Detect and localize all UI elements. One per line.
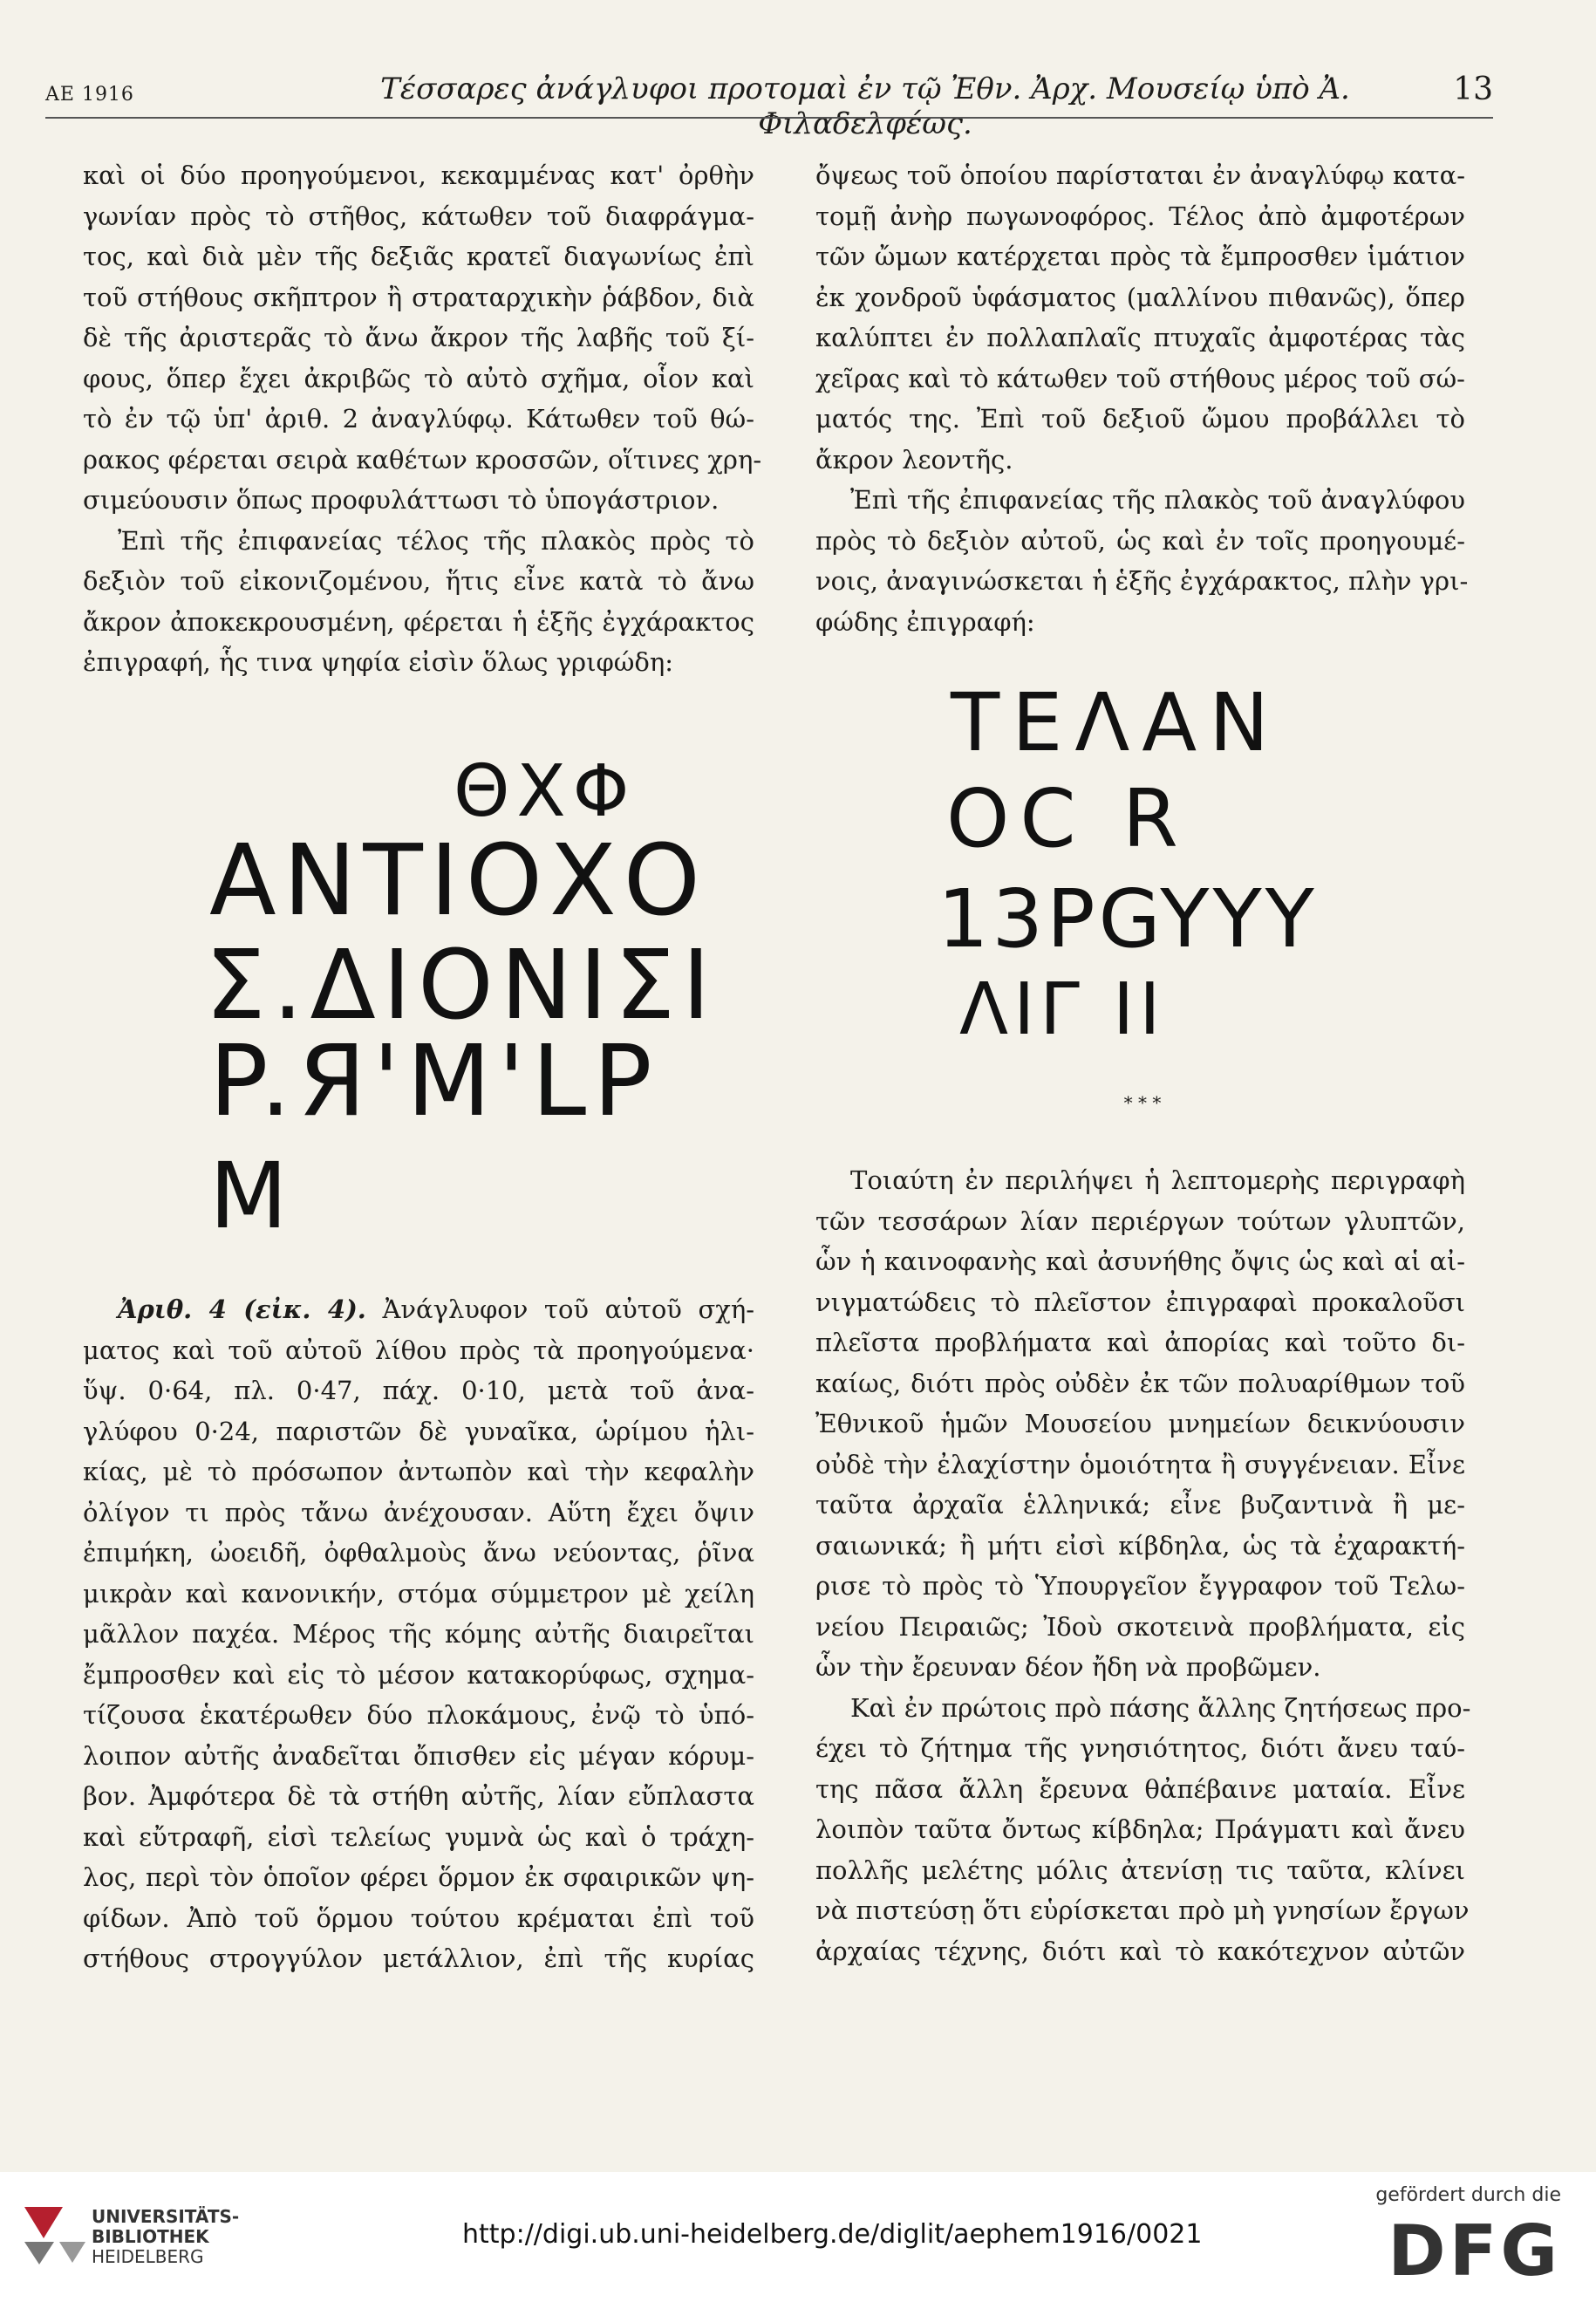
text-line: ρακος φέρεται σειρὰ καθέτων κροσσῶν, οἵτινες χρη- (83, 444, 762, 475)
inscription-2-line: ΟC R (946, 772, 1189, 865)
text-line: Ἐπὶ τῆς ἐπιφανείας τῆς πλακὸς τοῦ ἀναγλύφου (850, 485, 1465, 515)
text-line: μᾶλλον παχέα. Μέρος τῆς κόμης αὐτῆς διαιρεῖται (83, 1619, 754, 1649)
text-line: νὰ πιστεύσῃ ὅτι εὑρίσκεται πρὸ μὴ γνησίων ἔργων (815, 1896, 1470, 1925)
text-line: έχει τὸ ζήτημα τῆς γνησιότητος, διότι ἄνευ ταύ- (815, 1733, 1465, 1763)
inscription-2-line: ΤΕΛΑΝ (951, 676, 1282, 769)
university-library-name (92, 2207, 239, 2267)
running-title: Τέσσαρες ἀνάγλυφοι προτομαὶ ἐν τῷ Ἐθν. Ἀρχ. Μουσείῳ ὑπὸ Ἀ. Φιλαδελφέως. (380, 72, 1350, 141)
text-line: ἄκρον ἀποκεκρουσμένη, φέρεται ἡ ἑξῆς ἐγχάρακτος (83, 606, 754, 637)
text-line: τομῇ ἀνὴρ πωγωνοφόρος. Τέλος ἀπὸ ἀμφοτέρων (815, 201, 1465, 231)
text-line: φους, ὅπερ ἔχει ἀκριβῶς τὸ αὐτὸ σχῆμα, οἷον καὶ (83, 363, 754, 393)
text-line: τὸ ἐν τῷ ὑπ' ἀριθ. 2 ἀναγλύφῳ. Κάτωθεν τοῦ θώ- (83, 404, 754, 434)
text-line: χεῖρας καὶ τὸ κάτωθεν τοῦ στήθους μέρος τοῦ σώ- (815, 363, 1465, 393)
text-line: σιμεύουσιν ὅπως προφυλάττωσι τὸ ὑπογάστριον. (83, 485, 720, 515)
text-line: ὀλίγον τι πρὸς τἄνω ἀνέχουσαν. Αὕτη ἔχει ὄψιν (83, 1497, 754, 1527)
text-line: ἐπιγραφή, ἧς τινα ψηφία εἰσὶν ὅλως γριφώδη: (83, 647, 674, 677)
text-line: καὶ εὔτραφῆ, εἰσὶ τελείως γυμνὰ ὡς καὶ ὁ τράχη- (83, 1821, 754, 1852)
text-line: φώδης ἐπιγραφή: (815, 606, 1035, 637)
text-line: νείου Πειραιῶς; Ἰδοὺ σκοτεινὰ προβλήματα, εἰς (815, 1611, 1465, 1642)
text-line: Τοιαύτη ἐν περιλήψει ἡ λεπτομερὴς περιγραφὴ (850, 1165, 1465, 1195)
section-lead: Ἀριθ. 4 (εἰκ. 4). (118, 1294, 366, 1324)
inscription-1-line: P.Я'M'LP (209, 1025, 659, 1138)
text-line: πολλῆς μελέτης μόλις ἀτενίσῃ τις ταῦτα, κλίνει (815, 1855, 1465, 1885)
text-line: δὲ τῆς ἀριστερᾶς τὸ ἄνω ἄκρον τῆς λαβῆς τοῦ ξί- (83, 323, 754, 352)
text-line: τος, καὶ διὰ μὲν τῆς δεξιᾶς κρατεῖ διαγωνίως ἐπὶ (83, 242, 754, 271)
text-line: γλύφου 0·24, παριστῶν δὲ γυναῖκα, ὡρίμου ἡλι- (83, 1416, 754, 1446)
text-line: ἔμπροσθεν καὶ εἰς τὸ μέσον κατακορύφως, σχημα- (83, 1659, 754, 1690)
text-line: στήθους στρογγύλον μετάλλιον, ἐπὶ τῆς κυρίας (83, 1943, 754, 1973)
page-number: 13 (1453, 72, 1493, 107)
funding-label: gefördert durch die (1375, 2184, 1561, 2206)
text-line: δεξιὸν τοῦ εἰκονιζομένου, ἥτις εἶνε κατὰ τὸ ἄνω (83, 566, 754, 596)
text-line: ὕψ. 0·64, πλ. 0·47, πάχ. 0·10, μετὰ τοῦ ἀνα- (83, 1376, 754, 1405)
text-line: νοις, ἀναγινώσκεται ἡ ἑξῆς ἐγχάρακτος, πλὴν γρι- (815, 566, 1469, 596)
uni-line: BIBLIOTHEK (92, 2226, 209, 2247)
text-span: Ἀνάγλυφον τοῦ αὐτοῦ σχή- (382, 1294, 755, 1324)
left-column-top (83, 155, 762, 683)
text-line: ὄψεως τοῦ ὁποίου παρίσταται ἐν ἀναγλύφῳ κατα- (815, 161, 1465, 190)
inscription-1-line: ΑΝΤΙΟΧΟ (209, 824, 707, 938)
section-divider-stars: * * * (1123, 1092, 1162, 1113)
text-line: τίζουσα ἑκατέρωθεν δύο πλοκάμους, ἐνῷ τὸ ὑπό- (83, 1700, 754, 1730)
text-line: Καὶ ἐν πρώτοις πρὸ πάσης ἄλλης ζητήσεως προ- (850, 1692, 1471, 1723)
text-line: τοῦ στήθους σκῆπτρον ἢ στραταρχικὴν ῥάβδον, διὰ (83, 282, 754, 312)
text-line: ταῦτα ἀρχαῖα ἑλληνικά; εἶνε βυζαντινὰ ἢ με- (815, 1490, 1465, 1520)
text-line (83, 1289, 754, 1330)
dfg-logo: DFG (1388, 2210, 1561, 2292)
left-column-bottom (83, 1289, 754, 1979)
uni-line: HEIDELBERG (92, 2246, 204, 2267)
text-line: ὧν ἡ καινοφανὴς καὶ ἀσυνήθης ὄψις ὡς καὶ αἱ αἰ- (815, 1247, 1465, 1276)
header-rule (45, 117, 1493, 119)
text-line: τῶν τεσσάρων λίαν περιέργων τούτων γλυπτῶν, (815, 1206, 1465, 1236)
text-line: καλύπτει ἐν πολλαπλαῖς πτυχαῖς ἀμφοτέρας τὰς (815, 323, 1465, 352)
digitization-footer (0, 2172, 1596, 2302)
text-line: της πᾶσα ἄλλη ἔρευνα θἀπέβαινε ματαία. Εἶνε (815, 1773, 1465, 1804)
text-line: ρισε τὸ πρὸς τὸ Ὑπουργεῖον ἔγγραφον τοῦ Τελω- (815, 1571, 1465, 1601)
text-line: ἐκ χονδροῦ ὑφάσματος (μαλλίνου πιθανῶς), ὅπερ (815, 282, 1465, 312)
text-line: κίας, μὲ τὸ πρόσωπον ἀντωπὸν καὶ τὴν κεφαλὴν (83, 1457, 754, 1486)
text-line: ἐπιμήκη, ὠοειδῆ, ὀφθαλμοὺς ἄνω νεύοντας, ῥῖνα (83, 1538, 754, 1568)
text-line: λοιπον αὐτῆς ἀναδεῖται ὄπισθεν εἰς μέγαν κόρυμ- (83, 1740, 754, 1771)
text-line: γωνίαν πρὸς τὸ στῆθος, κάτωθεν τοῦ διαφράγμα- (83, 201, 754, 231)
text-line: σαιωνικά; ἢ μήτι εἰσὶ κίβδηλα, ὡς τὰ ἐχαρακτή- (815, 1530, 1465, 1561)
text-line: ματός της. Ἐπὶ τοῦ δεξιοῦ ὤμου προβάλλει τὸ (815, 404, 1465, 434)
text-line: Ἐθνικοῦ ἡμῶν Μουσείου μνημείων δεικνύουσιν (815, 1409, 1465, 1438)
text-line: καίως, διότι πρὸς οὐδὲν ἐκ τῶν πολυαρίθμων τοῦ (815, 1368, 1465, 1398)
text-line: ὧν τὴν ἔρευναν δέον ἤδη νὰ προβῶμεν. (815, 1652, 1321, 1682)
inscription-1-line: ΘΧΦ (454, 750, 637, 833)
inscription-2-line: 13PGYYY (938, 872, 1318, 966)
text-line: λος, περὶ τὸν ὁποῖον φέρει ὅρμον ἐκ σφαιρικῶν ψη- (83, 1862, 754, 1892)
text-line: τῶν ὤμων κατέρχεται πρὸς τὰ ἔμπροσθεν ἱμάτιον (815, 242, 1465, 271)
text-line: νιγματώδεις τὸ πλεῖστον ἐπιγραφαὶ προκαλοῦσι (815, 1287, 1465, 1317)
text-line: μικρὰν καὶ κανονικήν, στόμα σύμμετρον μὲ χείλη (83, 1578, 754, 1609)
running-header (45, 72, 1493, 141)
text-line: πλεῖστα προβλήματα καὶ ἀπορίας καὶ τοῦτο δι- (815, 1328, 1465, 1357)
text-line: ἀρχαίας τέχνης, διότι καὶ τὸ κακότεχνον αὐτῶν (815, 1936, 1465, 1966)
journal-abbrev: ΑΕ 1916 (45, 84, 134, 106)
right-column-top (815, 155, 1469, 642)
text-line: φίδων. Ἀπὸ τοῦ ὅρμου τούτου κρέμαται ἐπὶ τοῦ (83, 1902, 754, 1933)
inscription-1-line: M (209, 1143, 295, 1249)
text-line: Ἐπὶ τῆς ἐπιφανείας τέλος τῆς πλακὸς πρὸς τὸ (118, 525, 754, 556)
right-column-bottom (815, 1160, 1471, 1971)
text-line: πρὸς τὸ δεξιὸν αὐτοῦ, ὡς καὶ ἐν τοῖς προηγουμέ- (815, 525, 1465, 556)
uni-line: UNIVERSITÄTS- (92, 2206, 240, 2227)
inscription-1-line: Σ.ΔΙΟΝΙΣΙ (205, 929, 718, 1041)
text-line: λοιπὸν ταῦτα ὄντως κίβδηλα; Πράγματι καὶ ἄνευ (815, 1814, 1465, 1844)
inscription-2-line: ΛΙΓ ΙΙ (959, 968, 1166, 1051)
source-url-link[interactable]: http://digi.ub.uni-heidelberg.de/diglit/aephem1916/0021 (462, 2219, 1203, 2250)
text-line: οὐδὲ τὴν ἐλαχίστην ὁμοιότητα ἢ συγγένειαν. Εἶνε (815, 1449, 1465, 1479)
text-line: ματος καὶ τοῦ αὐτοῦ λίθου πρὸς τὰ προηγούμενα· (83, 1335, 754, 1365)
text-line: βον. Ἀμφότερα δὲ τὰ στήθη αὐτῆς, λίαν εὔπλαστα (83, 1781, 754, 1811)
text-line: ἄκρον λεοντῆς. (815, 444, 1013, 475)
text-line: καὶ οἱ δύο προηγούμενοι, κεκαμμένας κατ' ὀρθὴν (83, 161, 754, 190)
